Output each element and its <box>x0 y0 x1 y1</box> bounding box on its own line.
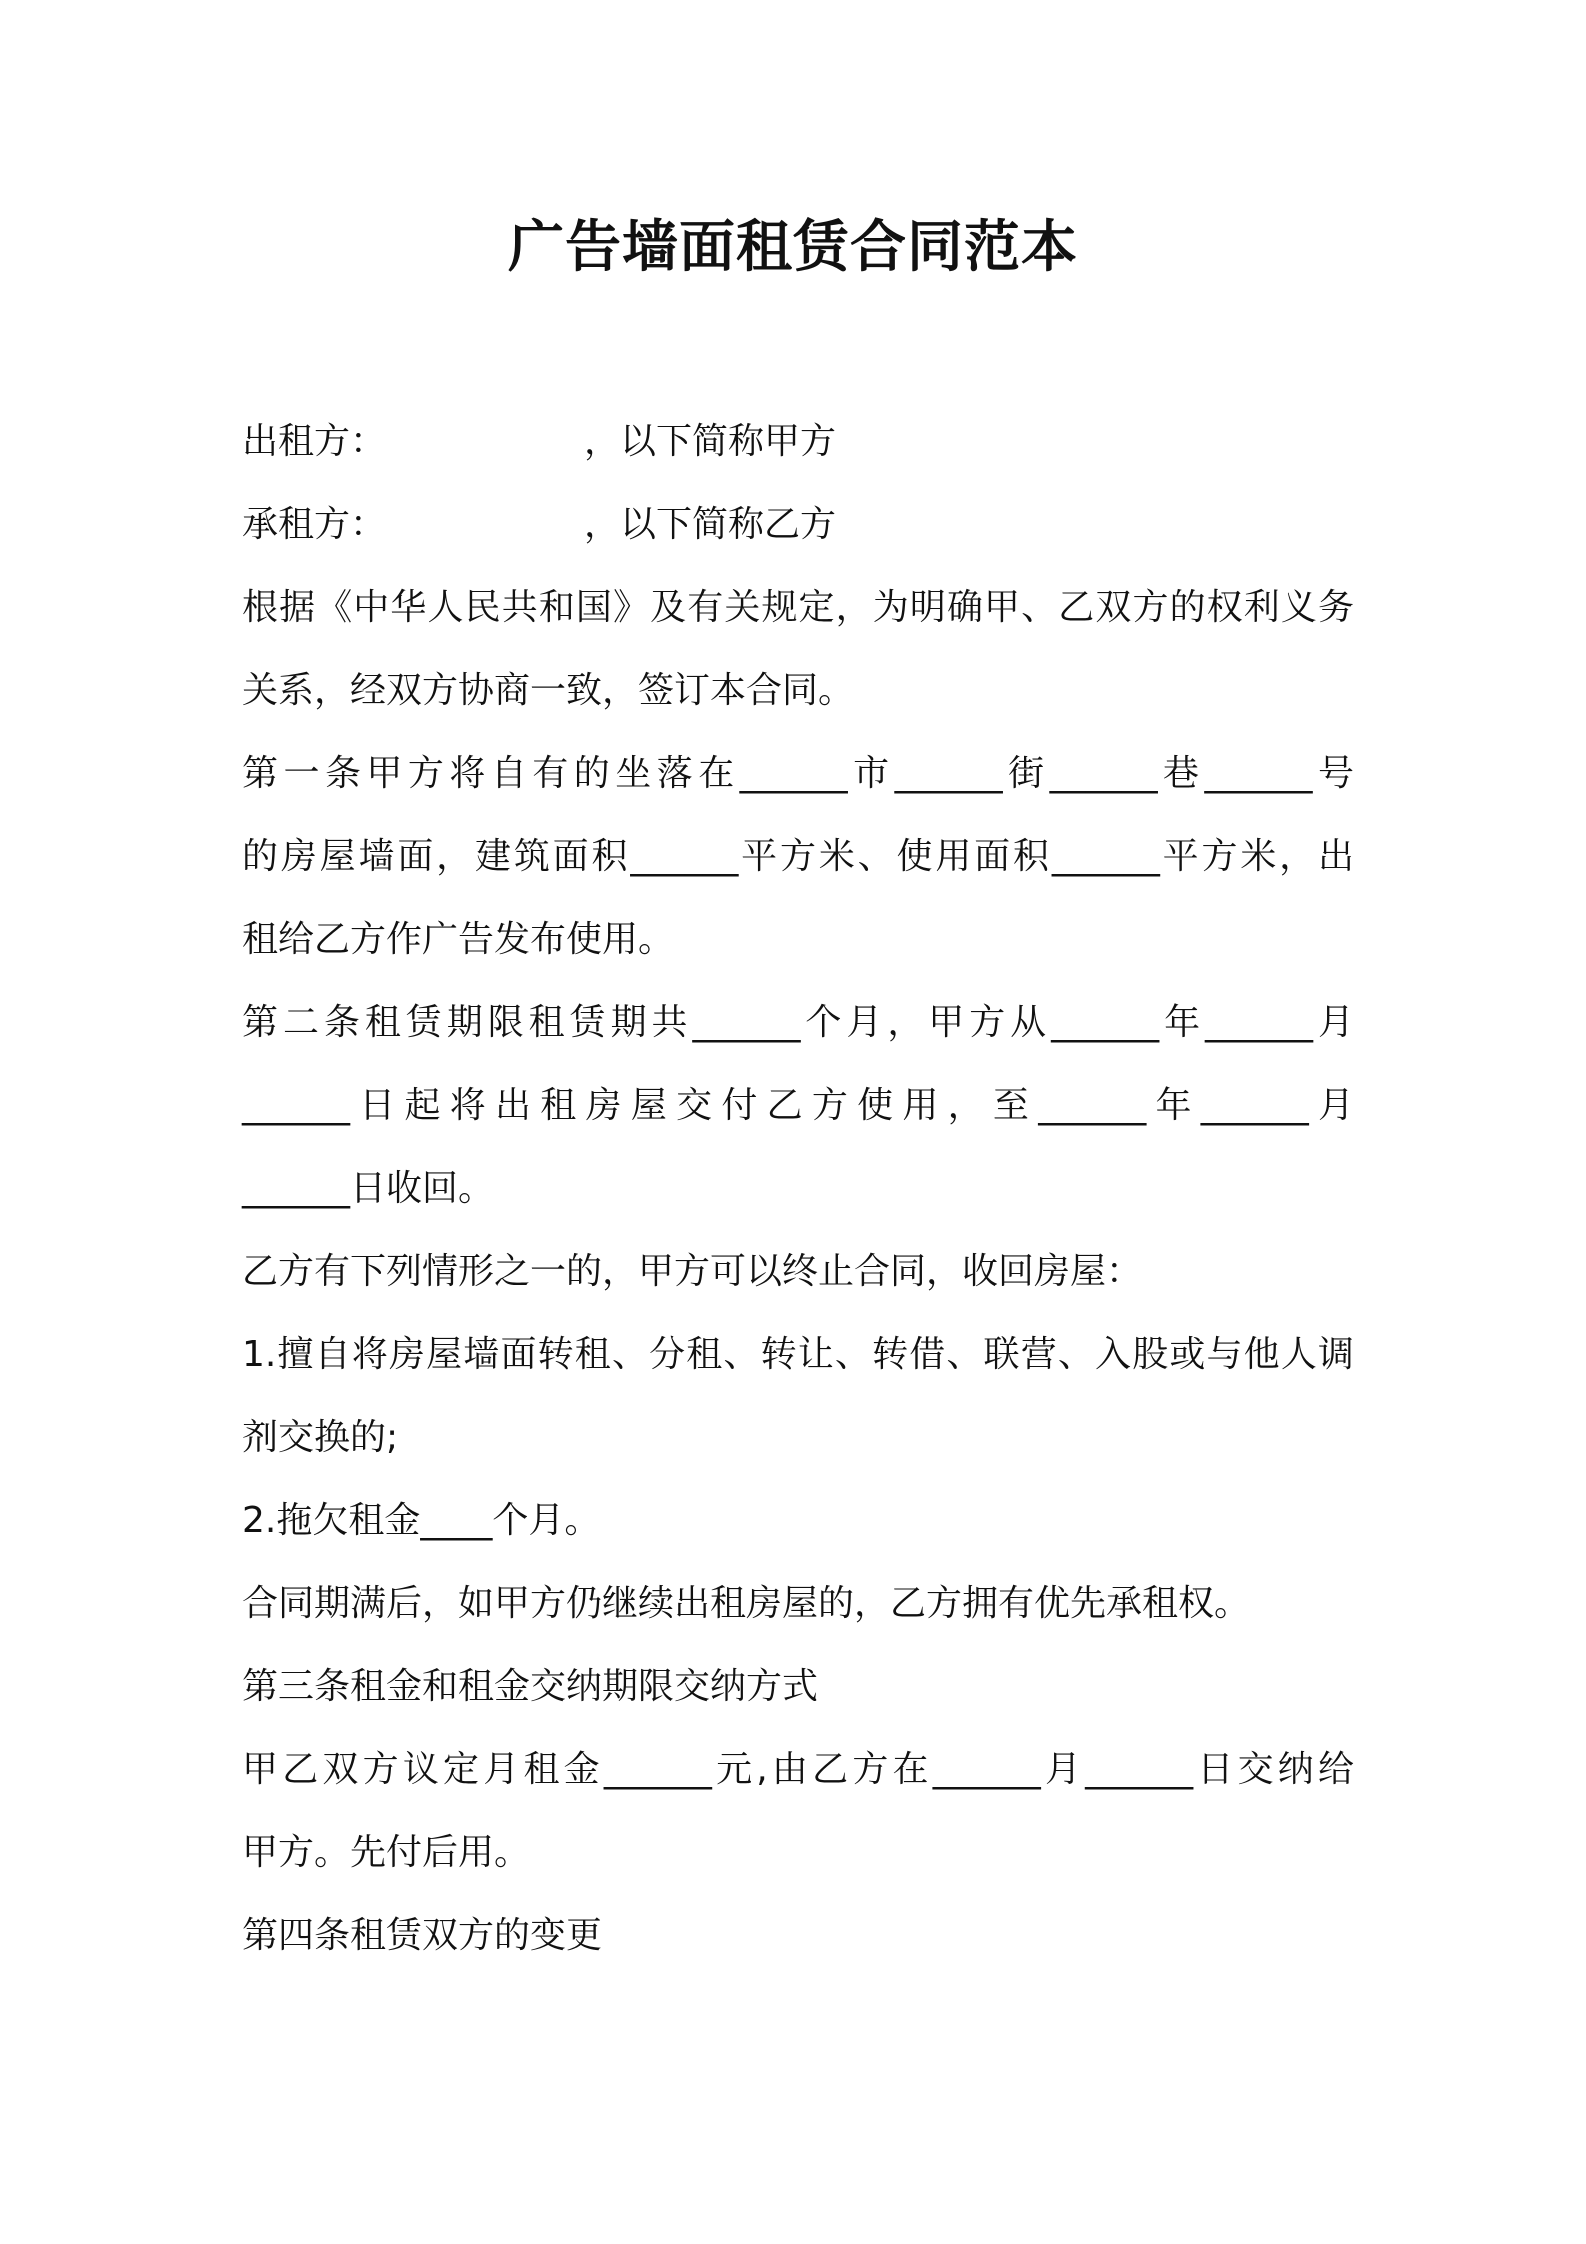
termination-item-1-line-1: 1.擅自将房屋墙面转租、分租、转让、转借、联营、入股或与他人调 <box>242 1334 1354 1375</box>
termination-item-2: 2.拖欠租金____个月。 <box>242 1500 601 1541</box>
article-2-line-2: ______日起将出租房屋交付乙方使用，至______年______月 <box>242 1085 1354 1126</box>
article-3-line-1: 甲乙双方议定月租金______元,由乙方在______月______日交纳给 <box>242 1749 1354 1790</box>
lessee-line: 承租方： ，以下简称乙方 <box>242 504 837 545</box>
preamble-line-1: 根据《中华人民共和国》及有关规定，为明确甲、乙双方的权利义务 <box>242 587 1354 628</box>
article-3-line-2: 甲方。先付后用。 <box>242 1832 531 1873</box>
article-3-heading: 第三条租金和租金交纳期限交纳方式 <box>242 1666 819 1707</box>
lessor-line: 出租方： ，以下简称甲方 <box>242 421 837 462</box>
article-1-line-2: 的房屋墙面，建筑面积______平方米、使用面积______平方米，出 <box>242 836 1354 877</box>
termination-intro: 乙方有下列情形之一的，甲方可以终止合同，收回房屋： <box>242 1251 1143 1292</box>
contract-body <box>242 400 1354 1977</box>
article-2-line-3: ______日收回。 <box>242 1168 495 1209</box>
article-1-line-1: 第一条甲方将自有的坐落在______市______街______巷______号 <box>242 753 1354 794</box>
document-title: 广告墙面租赁合同范本 <box>508 215 1078 280</box>
article-2-line-1: 第二条租赁期限租赁期共______个月，甲方从______年______月 <box>242 1002 1354 1043</box>
termination-item-1-line-2: 剂交换的; <box>242 1417 399 1458</box>
article-4-heading: 第四条租赁双方的变更 <box>242 1915 603 1956</box>
preamble-line-2: 关系，经双方协商一致，签订本合同。 <box>242 670 855 711</box>
article-1-line-3: 租给乙方作广告发布使用。 <box>242 919 675 960</box>
priority-lease-clause: 合同期满后，如甲方仍继续出租房屋的，乙方拥有优先承租权。 <box>242 1583 1251 1624</box>
